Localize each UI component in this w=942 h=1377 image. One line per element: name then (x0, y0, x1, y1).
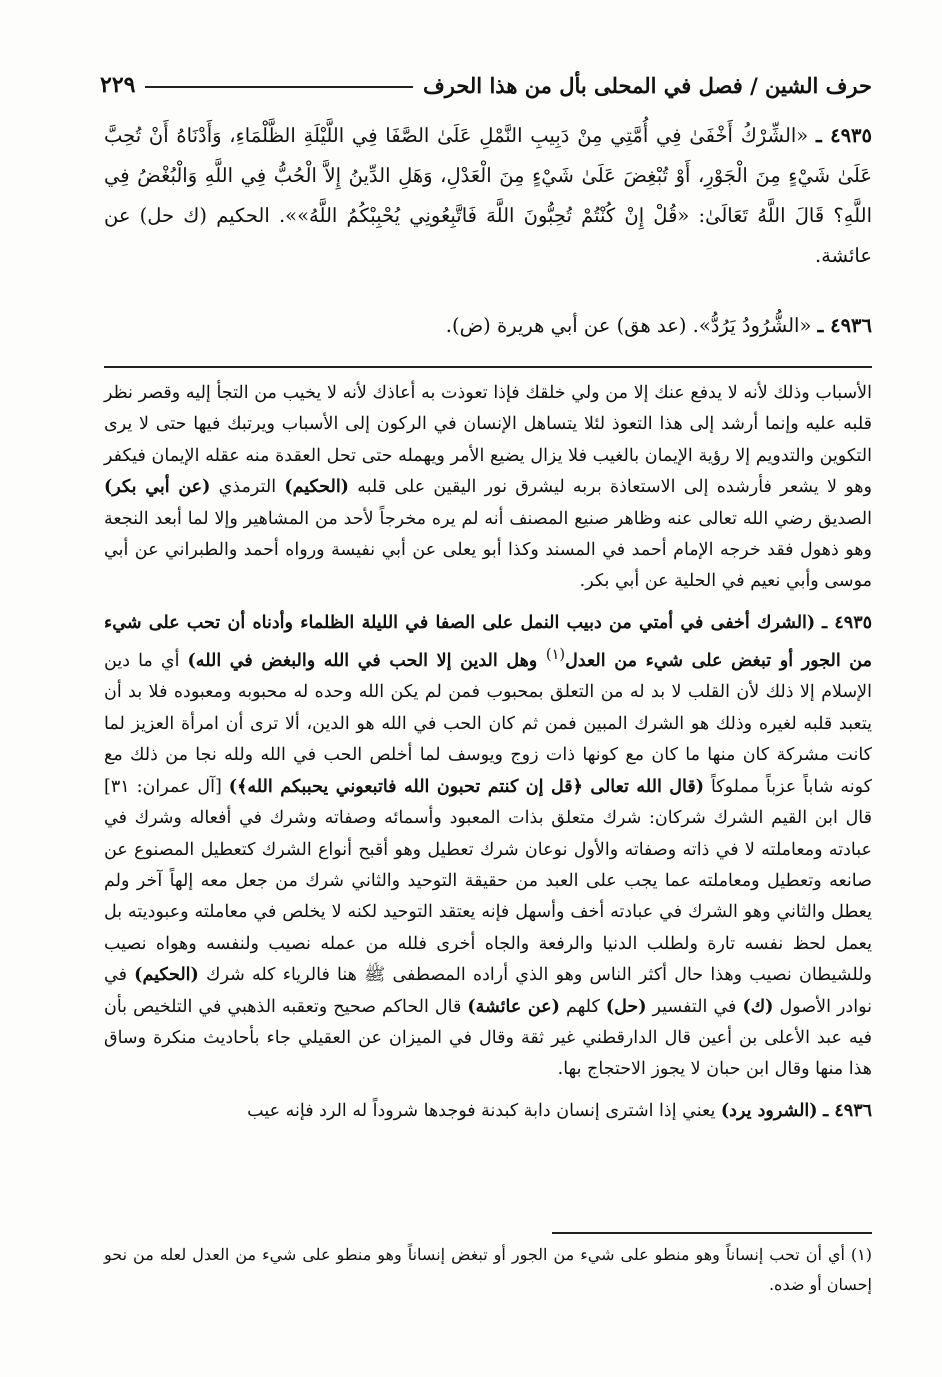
commentary-text: كلهم (559, 996, 606, 1017)
commentary-text: الترمذي (210, 477, 285, 498)
hadith-number: ٤٩٣٦ ـ (823, 1100, 872, 1121)
source-ref: (عن عائشة) (467, 996, 560, 1017)
commentary-text: [آل عمران: ٣١] قال ابن القيم الشرك شركان: شرك متعلق بذات المعبود وأسمائه وصفاته وشرك في أفعاله وشرك في عبادته ومعاملته لا في ذاته وصفاته والأول نوعان شرك تعطيل وهو أقبح أنواع الشرك كتعطيل المصنوع عن صانعه وتعطيل ومعاملته عما يجب على العبد من حقيقة التوحيد والثاني شرك من جعل معه إلهاً آخر ولم يعطل والثاني وهو الشرك في عبادته أخف وأسهل فإنه يعتقد التوحيد لكنه لا يخلص في معاملته وعبوديته بل يعمل لحظ نفسه تارة ولطلب الدنيا والرفعة والجاه أخرى فلله من عمله نصيب ولنفسه وهواه نصيب وللشيطان نصيب وهذا حال أكثر الناس وهو الذي أراده المصطفى ﷺ هنا فالرياء كله شرك (104, 776, 872, 986)
footnote (104, 1240, 872, 1300)
commentary-text: يعني إذا اشترى إنسان دابة كبدنة فوجدها شروداً له الرد فإنه عيب (247, 1100, 721, 1121)
commentary-text: أي ما دين الإسلام إلا ذلك لأن القلب لا بد له من التعلق بمحبوب فمن لم يكن الله وحده له محبوبه ومعبوده فلا بد أن يتعبد قلبه لغيره وذلك هو الشرك المبين فمن ثم كان الحب في الله هو الدين، ألا ترى أن امرأة العزيز لما كانت مشركة كان منها ما كان مع كونها ذات زوج ويوسف لما أخلص الحب في الله ولله نجا من ذلك مع كونه شاباً عزباً مملوكاً (104, 651, 872, 797)
commentary-text: الصديق رضي الله تعالى عنه وظاهر صنيع المصنف أنه لم يره مخرجاً لأحد من المشاهير وإلا لما أبعد النجعة وهو ذهول فقد خرجه الإمام أحمد في المسند وكذا أبو يعلى عن أبي نفيسة ورواه أحمد والطبراني عن أبي موسى وأبي نعيم في الحلية عن أبي بكر. (104, 508, 872, 592)
hadith-number: ٤٩٣٥ ـ (821, 612, 872, 633)
hadith-number: ٤٩٣٥ ـ (816, 124, 872, 147)
source-ref: (الحكيم) (134, 965, 199, 986)
commentary (104, 378, 872, 1127)
commentary-text: الأسباب وذلك لأنه لا يدفع عنك إلا من ولي خلقك فإذا تعوذت به أعاذك لأنه لا يخيب من التجأ إليه وقصر نظر قلبه عليه وإنما أرشد إلى هذا التعوذ لئلا يتساهل الإنسان في الركون إلى الأسباب ويرتبك فيها حتى لا يرى التكوين والتدويم إلا رؤية الإيمان بالغيب فلا يزال يضيع الأمر ويهمله حتى تحل العقدة منه عقله الإيمان فيكفر وهو لا يشعر فأرشده إلى الاستعاذة بربه ليشرق نور اليقين على قلبه (104, 383, 872, 498)
running-header (100, 60, 872, 98)
source-ref: (عن أبي بكر) (104, 477, 211, 498)
quran-quote: (قال الله تعالى ﴿قل إن كنتم تحبون الله فاتبعوني يحببكم الله﴾) (228, 776, 704, 797)
section-divider (104, 366, 872, 368)
header-title: حرف الشين / فصل في المحلى بأل من هذا الحرف (423, 73, 872, 98)
footnote-marker[interactable]: (١) (545, 646, 566, 664)
hadith-4935 (104, 116, 872, 276)
commentary-paragraph (104, 608, 872, 1086)
commentary-paragraph (104, 378, 872, 598)
hadith-quote: (الشرود يرد) (720, 1100, 818, 1121)
footnote-divider (552, 1232, 872, 1234)
source-ref: (الحكيم) (284, 477, 349, 498)
hadith-number: ٤٩٣٦ ـ (817, 314, 872, 337)
source-ref: (ك) (742, 996, 774, 1017)
hadith-text: «الشُّرُودُ يَرُدُّ». (عد هق) عن أبي هريرة (ض). (445, 314, 812, 337)
footnote-text: (١) أي أن تحب إنساناً وهو منطو على شيء من الجور أو تبغض إنساناً وهو منطو على شيء من العدل لعله من نحو إحسان أو ضده. (104, 1245, 872, 1294)
hadith-text: «الشِّرْكُ أَخْفَىٰ فِي أُمَّتِي مِنْ دَبِيبِ النَّمْلِ عَلَىٰ الصَّفَا فِي اللَّيْلَةِ الظَّلْمَاءِ، وَأَدْنَاهُ أَنْ تُحِبَّ عَلَىٰ شَيْءٍ مِنَ الْجَوْرِ، أَوْ تُبْغِضَ عَلَىٰ شَيْءٍ مِنَ الْعَدْلِ، وَهَلِ الدِّينُ إِلاَّ الْحُبُّ فِي اللَّهِ وَالْبُغْضُ فِي اللَّهِ؟ قَالَ اللَّهُ تَعَالَىٰ: «قُلْ إِنْ كُنْتُمْ تُحِبُّونَ اللَّهَ فَاتَّبِعُونِي يُحْبِبْكُمُ اللَّهُ»». الحكيم (ك حل) عن عائشة. (104, 124, 872, 267)
commentary-text: في نوادر الأصول (104, 965, 873, 1017)
hadith-quote: وهل الدين إلا الحب في الله والبغض في الله) (187, 651, 546, 672)
commentary-text: في التفسير (646, 996, 743, 1017)
commentary-text: قال الحاكم صحيح وتعقبه الذهبي في التلخيص بأن فيه عبد الأعلى بن أعين قال الدارقطني غير ثقة وقال في الميزان عن العقيلي جاء بأحاديث منكرة وساق هذا منها وقال ابن حبان لا يجوز الاحتجاج بها. (104, 996, 872, 1080)
commentary-paragraph (104, 1096, 872, 1127)
header-rule (145, 86, 413, 88)
page-number: ٢٢٩ (100, 72, 136, 98)
hadith-quote: (الشرك أخفى في أمتي من دبيب النمل على الصفا في الليلة الظلماء وأدناه أن تحب على شيء من الجور أو تبغض على شيء من العدل (104, 612, 872, 672)
source-ref: (حل) (605, 996, 647, 1017)
hadith-4936 (104, 306, 872, 346)
